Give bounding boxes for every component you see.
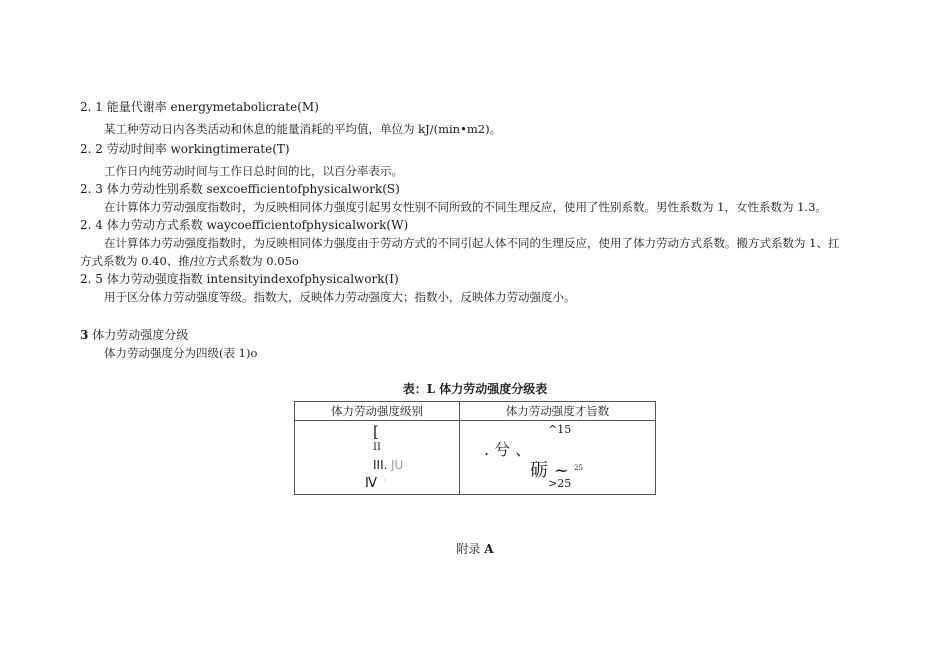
level-i: [ bbox=[373, 423, 379, 441]
value-i: ^15 bbox=[548, 423, 572, 436]
level-iii: III. bbox=[373, 458, 388, 472]
section-3-number: 3 bbox=[80, 328, 89, 342]
value-iii: 砺 ~ bbox=[530, 460, 569, 481]
table-cell-levels bbox=[295, 421, 460, 495]
appendix-title bbox=[0, 540, 950, 557]
table-cell-values bbox=[460, 421, 656, 495]
level-iv: Ⅳ bbox=[365, 476, 377, 491]
section-2-2-heading: 2. 2 劳动时间率 workingtimerate(T) bbox=[80, 142, 290, 156]
table-caption: 表：L 体力劳动强度分级表 bbox=[402, 382, 548, 396]
value-iv: >25 bbox=[548, 477, 572, 490]
table-header-index: 体力劳动强度才旨数 bbox=[460, 402, 656, 421]
section-2-1-body: 某工种劳动日内各类活动和休息的能量消耗的平均值，单位为 kJ/(min•m2)。 bbox=[104, 122, 502, 136]
section-2-2-body: 工作日内纯劳动时间与工作日总时间的比，以百分率表示。 bbox=[104, 164, 403, 178]
section-2-4-body-line1: 在计算体力劳动强度指数时，为反映相同体力强度由于劳动方式的不同引起人体不同的生理反应，使用了体力劳动方式系数。搬方式系数为 1、扛 bbox=[104, 236, 840, 250]
level-ii: II bbox=[373, 442, 381, 453]
section-3-heading bbox=[80, 327, 188, 343]
level-iii-artifact: JU bbox=[391, 458, 404, 472]
value-iii-number: 25 bbox=[574, 464, 583, 472]
section-2-4-heading: 2. 4 体力劳动方式系数 waycoefficientofphysicalwork(W) bbox=[80, 218, 409, 232]
level-iv-artifact: · bbox=[383, 476, 386, 486]
table-header-level: 体力劳动强度级别 bbox=[295, 402, 460, 421]
value-ii: . 兮 、 bbox=[484, 440, 532, 459]
table-row bbox=[295, 421, 656, 495]
section-2-4-body-line2: 方式系数为 0.40、推/拉方式系数为 0.05o bbox=[80, 254, 299, 268]
appendix-letter: A bbox=[484, 542, 494, 556]
section-2-5-heading: 2. 5 体力劳动强度指数 intensityindexofphysicalwork(Ⅰ) bbox=[80, 272, 399, 286]
section-3-body: 体力劳动强度分为四级(表 1)o bbox=[104, 346, 258, 360]
section-2-1-heading: 2. 1 能量代谢率 energymetabolicrate(M) bbox=[80, 100, 319, 114]
section-2-3-body: 在计算体力劳动强度指数时，为反映相同体力强度引起男女性别不同所致的不同生理反应，使用了性别系数。男性系数为 1，女性系数为 1.3。 bbox=[104, 200, 827, 214]
section-3-title: 体力劳动强度分级 bbox=[92, 328, 189, 342]
section-2-3-heading: 2. 3 体力劳动性别系数 sexcoefficientofphysicalwork(S) bbox=[80, 182, 400, 196]
section-2-5-body: 用于区分体力劳动强度等级。指数大，反映体力劳动强度大；指数小，反映体力劳动强度小。 bbox=[104, 290, 576, 304]
appendix-label: 附录 A bbox=[456, 542, 494, 556]
intensity-grade-table bbox=[294, 401, 656, 495]
